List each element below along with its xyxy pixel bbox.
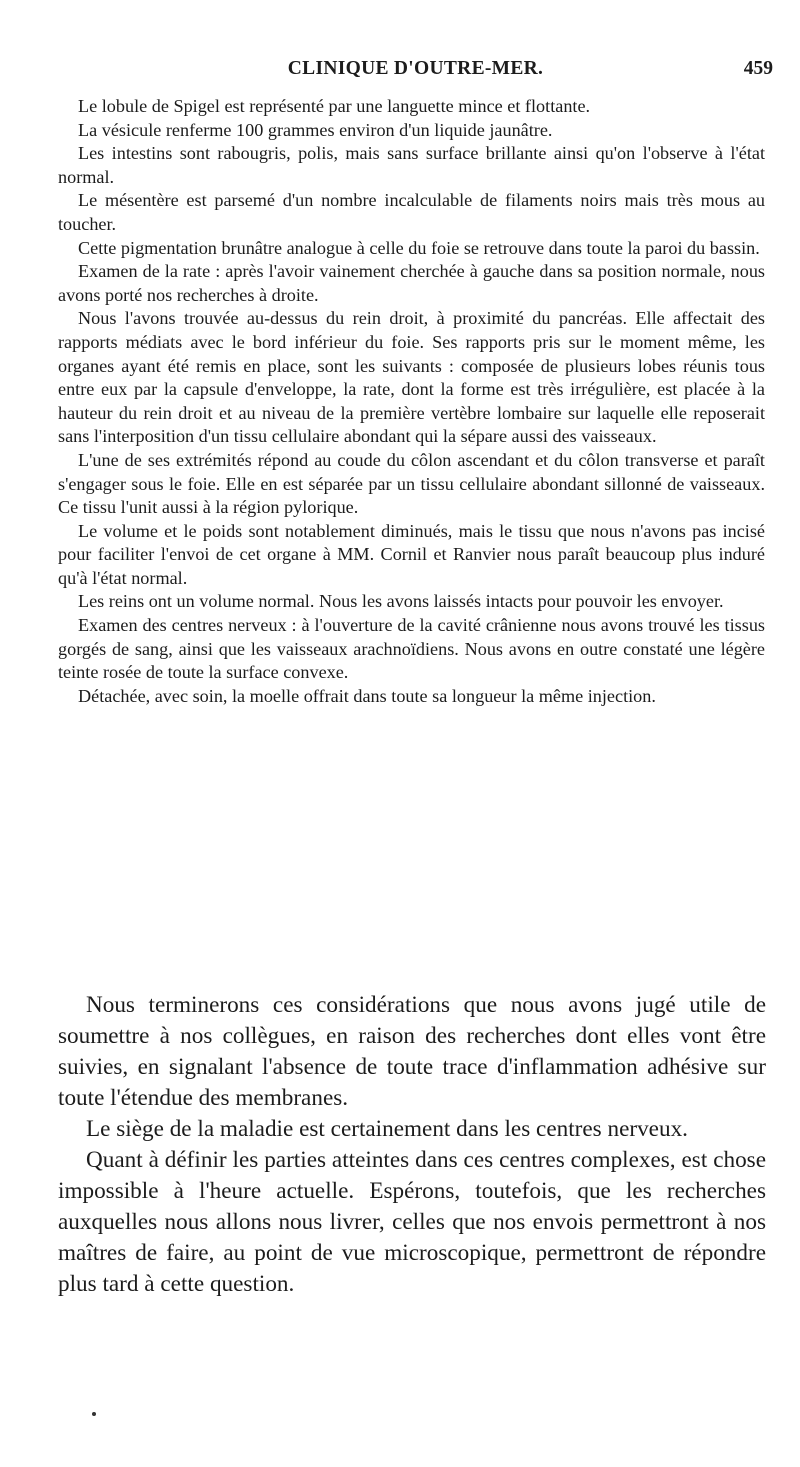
paragraph: L'une de ses extrémités répond au coude du côlon ascendant et du côlon transverse et paraît s'engager sous le foie. Elle en est séparée par un tissu cellulaire abondant sillonné de vaisseaux. Ce tissu l'unit aussi à la région pylorique.: [58, 449, 765, 518]
paragraph: Cette pigmentation brunâtre analogue à celle du foie se retrouve dans toute la paroi du bassin.: [78, 237, 760, 258]
paragraph: La vésicule renferme 100 grammes environ d'un liquide jaunâtre.: [78, 119, 553, 140]
paragraph: Le lobule de Spigel est représenté par une languette mince et flottante.: [78, 96, 591, 116]
paragraph: Examen des centres nerveux : à l'ouverture de la cavité crânienne nous avons trouvé les tissus gorgés de sang, ainsi que les vaisseaux arachnoïdiens. Nous avons en outre constaté une légère teinte rosée de toute la surface convexe.: [58, 615, 765, 683]
paragraph: Les reins ont un volume normal. Nous les avons laissés intacts pour pouvoir les envoyer.: [78, 591, 724, 612]
paragraph: Nous l'avons trouvée au-dessus du rein droit, à proximité du pancréas. Elle affectait des rapports médiats avec le bord inférieur du foie. Ses rapports pris sur le moment même, les organes ayant été remis en place, sont les suivants : composée de plusieurs lobes réunis tous entre eux par la capsule d'enveloppe, la rate, dont la forme est très irrégulière, est placée à la hauteur du rein droit et au niveau de la première vertèbre lombaire sur laquelle elle reposerait sans l'interposition d'un tissu cellulaire abondant qui la sépare aussi des vaisseaux.: [58, 308, 765, 447]
observation-text: [58, 95, 765, 708]
paragraph: Le siège de la maladie est certainement dans les centres nerveux.: [86, 1116, 688, 1142]
paragraph: Les intestins sont rabougris, polis, mais sans surface brillante ainsi qu'on l'observe à l'état normal.: [58, 143, 765, 187]
paragraph: Examen de la rate : après l'avoir vainement cherchée à gauche dans sa position normale, nous avons porté nos recherches à droite.: [58, 261, 765, 305]
conclusion-text: [58, 990, 766, 1300]
print-speck: [92, 1412, 96, 1416]
paragraph: Le volume et le poids sont notablement diminués, mais le tissu que nous n'avons pas incisé pour faciliter l'envoi de cet organe à MM. Cornil et Ranvier nous paraît beaucoup plus induré qu'à l'état normal.: [58, 520, 765, 588]
paragraph: Détachée, avec soin, la moelle offrait dans toute sa longueur la même injection.: [78, 685, 656, 706]
page-header: [58, 58, 773, 86]
running-title: CLINIQUE D'OUTRE-MER.: [287, 58, 544, 79]
paragraph: Nous terminerons ces considérations que nous avons jugé utile de soumettre à nos collègues, en raison des recherches dont elles vont être suivies, en signalant l'absence de toute trace d'inflammation adhésive sur toute l'étendue des membranes.: [58, 992, 766, 1111]
page-number: 459: [743, 58, 773, 79]
paragraph: Le mésentère est parsemé d'un nombre incalculable de filaments noirs mais très mous au toucher.: [58, 190, 765, 234]
paragraph: Quant à définir les parties atteintes dans ces centres complexes, est chose impossible à l'heure actuelle. Espérons, toutefois, que les recherches auxquelles nous allons nous livrer, celles que nos envois permettront à nos maîtres de faire, au point de vue microscopique, permettront de répondre plus tard à cette question.: [58, 1147, 766, 1297]
